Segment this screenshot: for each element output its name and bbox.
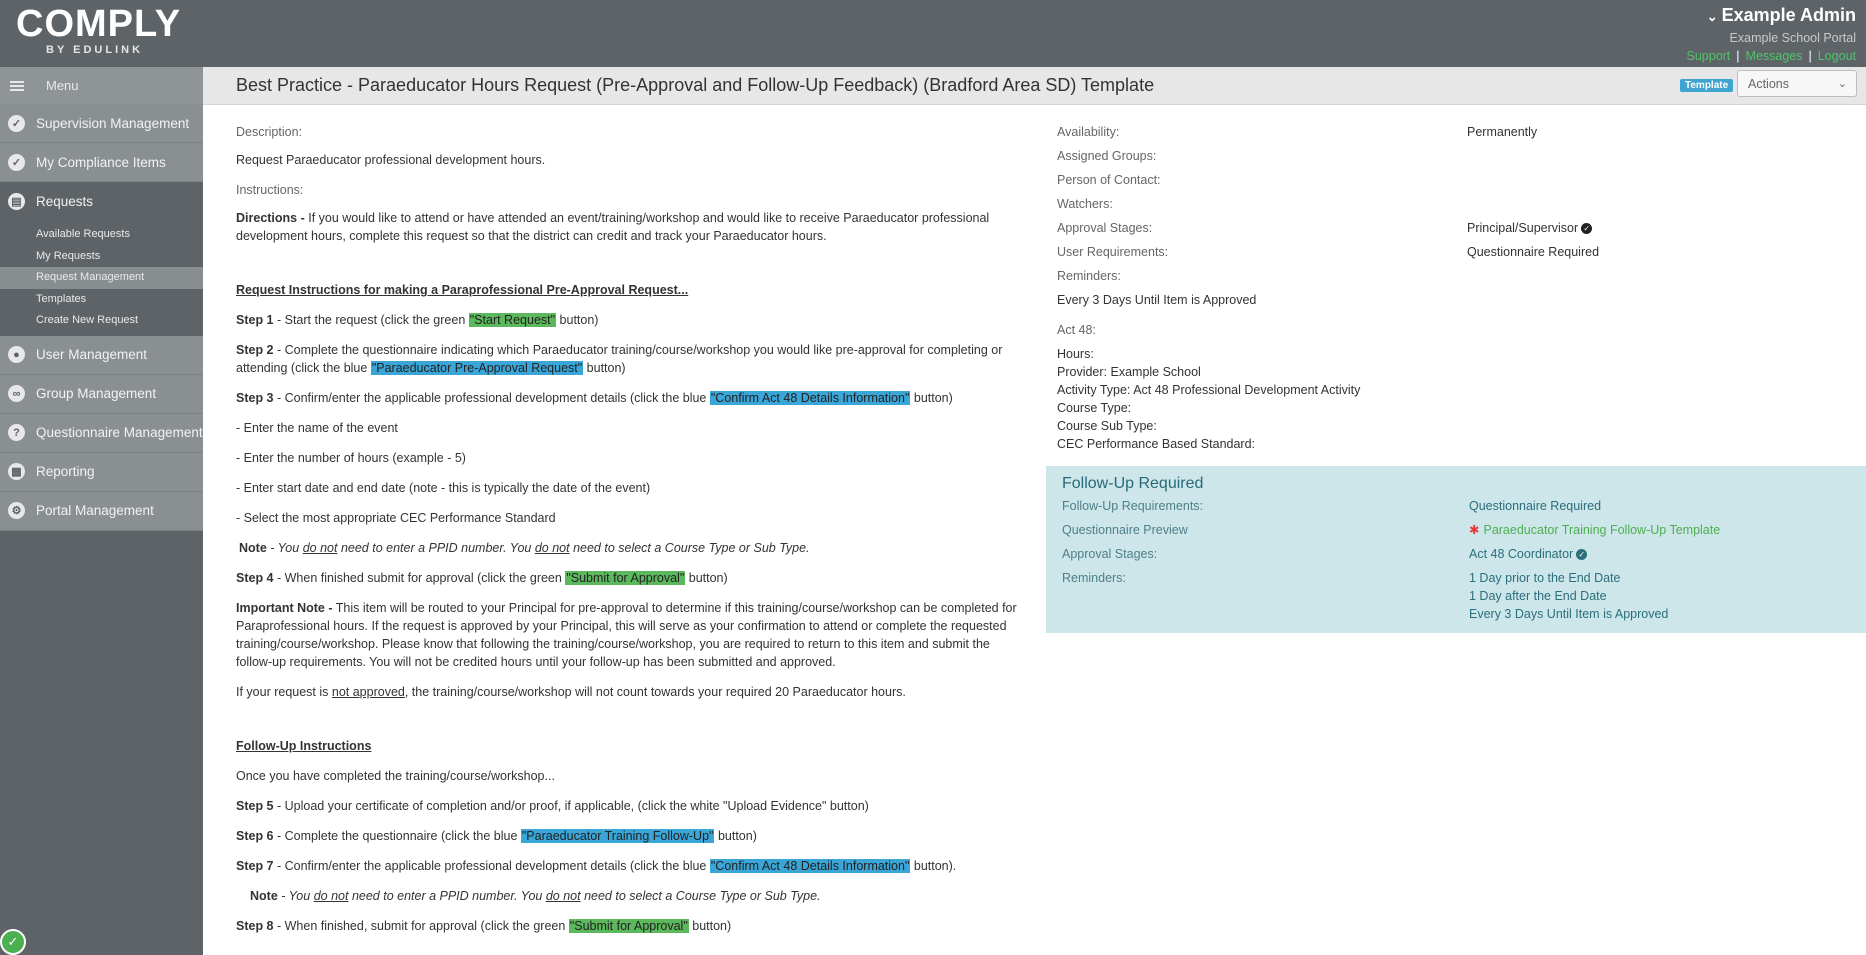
asterisk-icon: ✱ (1469, 523, 1480, 537)
document-icon: ▤ (8, 193, 25, 210)
support-link[interactable]: Support (1686, 49, 1731, 63)
not-approved-note: If your request is not approved, the training/course/workshop will not count towards your required 20 Paraeducator hours. (236, 685, 906, 699)
assigned-groups-row: Assigned Groups: (1057, 149, 1157, 163)
actions-dropdown[interactable] (1737, 70, 1857, 97)
follow-up-reminders-row: Reminders: 1 Day prior to the End Date 1 Day after the End Date Every 3 Days Until Item is Approved (1062, 571, 1669, 621)
logo-subtext: BY EDULINK (46, 44, 144, 56)
follow-up-title: Follow-Up Required (1062, 475, 1204, 492)
sub-item-create-new-request[interactable]: Create New Request (36, 314, 139, 326)
user-links: Support | Messages | Logout (1686, 49, 1856, 63)
reminder-3: Every 3 Days Until Item is Approved (1469, 607, 1669, 621)
step-5: Step 5 - Upload your certificate of completion and/or proof, if applicable, (click the white "Upload Evidence" button) (236, 799, 869, 813)
sidebar-item-label: Supervision Management (36, 115, 190, 131)
question-icon: ? (8, 424, 25, 441)
sub-item-request-management[interactable]: Request Management (0, 267, 203, 289)
act48-hours: Hours: (1057, 347, 1094, 361)
step-2: Step 2 - Complete the questionnaire indicating which Paraeducator training/course/workshop you would like pre-approval for completing or attending (click the blue "Paraeducator Pre-Approval Request" button) (236, 343, 1003, 375)
actions-label: Actions (1748, 77, 1789, 91)
portal-name: Example School Portal (1729, 31, 1856, 45)
step-4: Step 4 - When finished submit for approval (click the green "Submit for Approval" button) (236, 571, 728, 585)
sidebar-item-user-management[interactable] (0, 336, 203, 375)
description-label: Description: (236, 125, 302, 139)
start-request-highlight: "Start Request" (469, 313, 556, 327)
status-check-icon[interactable]: ✓ (0, 929, 26, 955)
sidebar-rest (0, 336, 203, 531)
user-requirements-row: User Requirements: Questionnaire Required (1057, 245, 1600, 259)
user-icon: ● (8, 346, 25, 363)
page-title: Best Practice - Paraeducator Hours Request (Pre-Approval and Follow-Up Feedback) (Bradford Area SD) Template (236, 75, 1155, 95)
requests-submenu (0, 220, 203, 336)
sidebar (0, 67, 203, 955)
note: Note - You do not need to enter a PPID number. You do not need to select a Course Type or Sub Type. (239, 541, 810, 555)
chart-icon: ▩ (8, 463, 25, 480)
request-details (1057, 123, 1857, 453)
availability-row: Availability: Permanently (1057, 125, 1538, 139)
confirm-act48-highlight-2: "Confirm Act 48 Details Information" (710, 859, 910, 873)
person-of-contact-row: Person of Contact: (1057, 173, 1161, 187)
sidebar-item-label: Questionnaire Management (36, 425, 203, 440)
bullet-4: - Select the most appropriate CEC Performance Standard (236, 511, 556, 525)
important-note: Important Note - This item will be routed to your Principal for pre-approval to determine if this training/course/workshop can be completed for Paraprofessional hours. If the request is approved by your Principal, this will serve as your confirmation to attend or complete the requested training/course/workshop. Please know that following the training/course/workshop, you are required to return to this item and submit the follow-up requirements. You will not be credited hours until your follow-up has been submitted and approved. (236, 601, 1017, 669)
confirm-act48-highlight: "Confirm Act 48 Details Information" (710, 391, 910, 405)
pre-approval-highlight: "Paraeducator Pre-Approval Request" (371, 361, 583, 375)
step-1: Step 1 - Start the request (click the green "Start Request" button) (236, 313, 599, 327)
sidebar-item-group-management[interactable] (0, 375, 203, 414)
directions-paragraph: Directions - If you would like to attend or have attended an event/training/workshop and would like to receive Paraeducator professional development hours, complete this request so that the district can credit and track your Paraeducator hours. (236, 211, 990, 243)
sidebar-item-reporting[interactable] (0, 453, 203, 492)
title-bar (203, 67, 1866, 105)
check-circle-icon: ✓ (8, 115, 25, 132)
user-name: Example Admin (1721, 5, 1856, 25)
group-icon: ∞ (8, 385, 25, 402)
logo[interactable] (16, 4, 181, 56)
sidebar-item-label: Reporting (36, 464, 95, 479)
request-content (236, 123, 1026, 947)
gear-icon: ⚙ (8, 502, 25, 519)
check-circle-icon: ✓ (1581, 223, 1592, 234)
sidebar-item-label: Portal Management (36, 503, 154, 518)
sub-item-available-requests[interactable]: Available Requests (36, 228, 130, 240)
chevron-down-icon: ⌄ (1706, 9, 1718, 24)
act48-course-sub-type: Course Sub Type: (1057, 419, 1157, 433)
menu-icon (10, 79, 24, 93)
reminder-2: 1 Day after the End Date (1469, 589, 1607, 603)
sidebar-item-label: Group Management (36, 386, 157, 401)
submit-approval-highlight: "Submit for Approval" (566, 571, 685, 585)
check-circle-icon: ✓ (8, 154, 25, 171)
training-follow-up-highlight: "Paraeducator Training Follow-Up" (521, 829, 714, 843)
approval-stages-row: Approval Stages: Principal/Supervisor ✓ (1057, 219, 1857, 243)
sidebar-item-portal-management[interactable] (0, 492, 203, 531)
reminders-value: Every 3 Days Until Item is Approved (1057, 293, 1257, 307)
follow-up-rows (1062, 497, 1720, 623)
bullet-2: - Enter the number of hours (example - 5) (236, 451, 466, 465)
logout-link[interactable]: Logout (1817, 49, 1856, 63)
questionnaire-preview-row: Questionnaire Preview ✱ Paraeducator Training Follow-Up Template (1062, 523, 1721, 537)
check-circle-icon: ✓ (1576, 549, 1587, 560)
sidebar-item-requests[interactable] (0, 182, 203, 220)
sub-item-my-requests[interactable]: My Requests (36, 249, 101, 262)
follow-up-panel (1046, 466, 1866, 633)
logo-text: COMPLY (16, 3, 182, 45)
reminder-1: 1 Day prior to the End Date (1469, 571, 1621, 585)
sub-item-templates[interactable]: Templates (36, 292, 87, 305)
reminders-label-row: Reminders: (1057, 269, 1121, 283)
template-badge: Template (1680, 79, 1733, 92)
sidebar-item-my-compliance-items[interactable] (0, 143, 203, 182)
sidebar-item-supervision-management[interactable] (0, 104, 203, 143)
follow-up-intro: Once you have completed the training/course/workshop... (236, 769, 555, 783)
user-menu[interactable] (1687, 4, 1857, 28)
submit-approval-highlight-2: "Submit for Approval" (569, 919, 688, 933)
top-bar (0, 0, 1866, 67)
description-text: Request Paraeducator professional development hours. (236, 153, 546, 167)
act48-provider: Provider: Example School (1057, 365, 1201, 379)
act48-course-type: Course Type: (1057, 401, 1132, 415)
messages-link[interactable]: Messages (1745, 49, 1803, 63)
sidebar-item-label: My Compliance Items (36, 154, 166, 170)
follow-up-requirements-row: Follow-Up Requirements: Questionnaire Required (1062, 499, 1602, 513)
act48-row: Act 48: (1057, 323, 1096, 337)
step-7: Step 7 - Confirm/enter the applicable professional development details (click the blue "Confirm Act 48 Details Information" button). (236, 859, 957, 873)
step-8: Step 8 - When finished, submit for approval (click the green "Submit for Approval" button) (236, 919, 732, 933)
act48-cec-standard: CEC Performance Based Standard: (1057, 437, 1256, 451)
step-6: Step 6 - Complete the questionnaire (click the blue "Paraeducator Training Follow-Up" button) (236, 829, 757, 843)
sidebar-item-label: Requests (36, 193, 94, 209)
bullet-1: - Enter the name of the event (236, 421, 398, 435)
follow-up-heading: Follow-Up Instructions (236, 739, 372, 753)
instructions-label: Instructions: (236, 183, 304, 197)
sidebar-item-label: User Management (36, 347, 148, 362)
user-box (1687, 4, 1857, 63)
step-3: Step 3 - Confirm/enter the applicable professional development details (click the blue "Confirm Act 48 Details Information" button) (236, 391, 953, 405)
act48-activity-type: Activity Type: Act 48 Professional Development Activity (1057, 383, 1361, 397)
follow-up-approval-stages-row: Approval Stages: Act 48 Coordinator ✓ (1062, 545, 1720, 569)
watchers-row: Watchers: (1057, 197, 1113, 211)
sidebar-item-questionnaire-management[interactable] (0, 414, 203, 453)
menu-label: Menu (46, 78, 79, 93)
menu-toggle[interactable] (0, 67, 203, 104)
bullet-3: - Enter start date and end date (note - this is typically the date of the event) (236, 481, 651, 495)
questionnaire-preview-link[interactable]: Paraeducator Training Follow-Up Template (1483, 523, 1721, 537)
note-2: Note - You do not need to enter a PPID number. You do not need to select a Course Type or Sub Type. (250, 889, 821, 903)
chevron-down-icon: ⌄ (1837, 78, 1847, 90)
pre-approval-heading: Request Instructions for making a Paraprofessional Pre-Approval Request... (236, 283, 689, 297)
